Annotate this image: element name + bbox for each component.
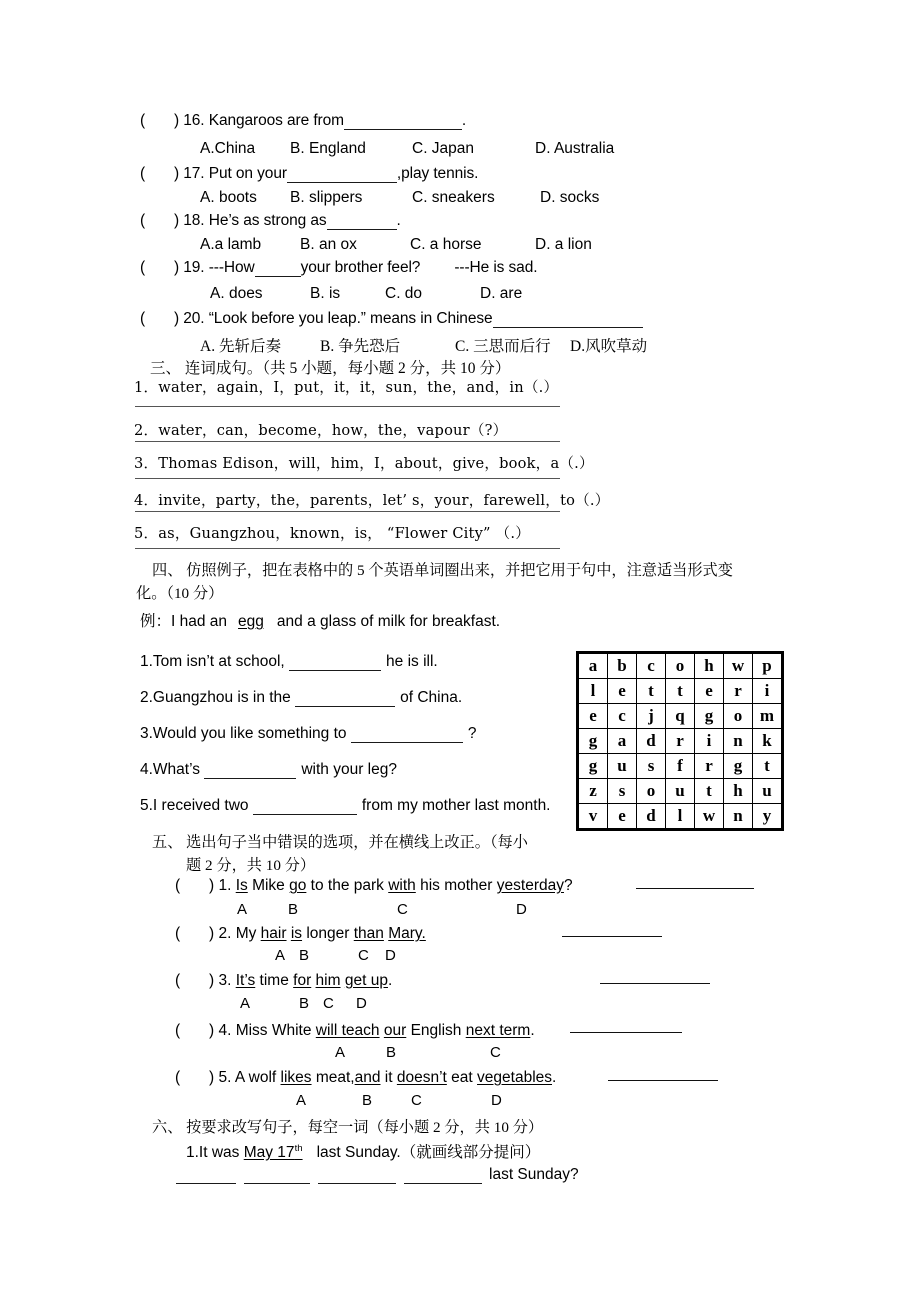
- question-text-after: with your leg?: [301, 761, 397, 778]
- section-four-question: [140, 653, 438, 671]
- underlined-choice[interactable]: him: [315, 972, 341, 989]
- mc-option[interactable]: B. an ox: [300, 236, 357, 253]
- word-grid-cell[interactable]: z: [579, 779, 608, 804]
- underlined-choice[interactable]: next term: [465, 1022, 531, 1039]
- section-six-question-1: [186, 1140, 540, 1162]
- underlined-choice[interactable]: will teach: [315, 1022, 380, 1039]
- question-text-before: 1.Tom isn’t at school,: [140, 653, 290, 670]
- sentence-text: his mother: [415, 877, 497, 894]
- mc-stem-blank[interactable]: [327, 214, 397, 230]
- answer-paren-open[interactable]: (: [140, 165, 146, 182]
- answer-blank-1[interactable]: [176, 1168, 236, 1184]
- mc-option[interactable]: A.a lamb: [200, 236, 262, 253]
- underlined-choice[interactable]: Is: [235, 877, 248, 894]
- mc-stem-blank[interactable]: [255, 261, 301, 277]
- sentence-text: Mike: [247, 877, 290, 894]
- answer-paren-open[interactable]: (: [140, 112, 146, 129]
- word-grid-cell[interactable]: t: [666, 679, 695, 704]
- underlined-choice[interactable]: yesterday: [496, 877, 564, 894]
- q1-underlined-date: May 17th: [243, 1142, 303, 1161]
- word-order-item: 5．as，Guangzhou，known，is， “Flower City” （.）: [134, 525, 530, 542]
- choice-marker: B: [386, 1044, 397, 1061]
- question-text-before: 4.What’s: [140, 761, 205, 778]
- choice-marker: D: [356, 995, 367, 1012]
- word-grid-cell[interactable]: r: [695, 754, 724, 779]
- mc-option[interactable]: A. does: [210, 285, 263, 302]
- question-text-before: 5.I received two: [140, 797, 253, 814]
- mc-option[interactable]: B. 争先恐后: [320, 338, 401, 355]
- mc-option[interactable]: C. 三思而后行: [455, 338, 551, 355]
- mc-stem-after: your brother feel?: [300, 259, 421, 276]
- word-order-item: 2．water，can，become，how，the，vapour（?）: [134, 422, 508, 439]
- answer-paren-close: ) 19.: [174, 259, 209, 276]
- mc-stem-before: ---How: [208, 259, 255, 276]
- section-six-answer-row: [176, 1166, 579, 1184]
- underlined-choice[interactable]: is: [290, 925, 303, 942]
- sentence-text: ?: [563, 877, 573, 894]
- question-text-before: 3.Would you like something to: [140, 725, 351, 742]
- word-grid-row: [579, 704, 782, 729]
- underlined-choice[interactable]: for: [293, 972, 312, 989]
- word-order-item: 4．invite，party，the，parents，let’ s，your，farewell，to（.）: [134, 492, 610, 509]
- sentence-text: English: [406, 1022, 466, 1039]
- underlined-choice[interactable]: go: [289, 877, 307, 894]
- choice-marker: A: [240, 995, 251, 1012]
- sentence-text: longer: [302, 925, 354, 942]
- mc-option[interactable]: A. boots: [200, 189, 257, 206]
- answer-paren-close: ) 18.: [174, 212, 209, 229]
- word-order-answer-rule[interactable]: [135, 548, 560, 549]
- word-grid-cell[interactable]: c: [608, 704, 637, 729]
- sentence-text: .: [387, 972, 393, 989]
- word-grid-cell[interactable]: n: [724, 804, 753, 829]
- mc-option[interactable]: C. sneakers: [412, 189, 495, 206]
- example-text-before: I had an: [171, 613, 228, 630]
- mc-stem-tail: ---He is sad.: [454, 259, 538, 276]
- correction-answer-line[interactable]: [562, 936, 662, 937]
- underlined-choice[interactable]: It’s: [235, 972, 256, 989]
- answer-paren-close: ) 3.: [209, 972, 236, 989]
- underlined-choice[interactable]: doesn’t: [396, 1069, 447, 1086]
- word-grid-cell[interactable]: w: [724, 654, 753, 679]
- answer-paren-open[interactable]: (: [175, 972, 181, 989]
- word-grid-cell[interactable]: t: [753, 754, 782, 779]
- mc-option[interactable]: A.China: [200, 140, 256, 157]
- word-grid-row: [579, 679, 782, 704]
- underlined-choice[interactable]: than: [353, 925, 384, 942]
- answer-blank-4[interactable]: [404, 1168, 482, 1184]
- example-text-after: and a glass of milk for breakfast.: [276, 613, 501, 630]
- word-grid-cell[interactable]: g: [695, 704, 724, 729]
- answer-paren-open[interactable]: (: [175, 1022, 181, 1039]
- answer-paren-open[interactable]: (: [175, 877, 181, 894]
- mc-stem-after: ,play tennis.: [396, 165, 479, 182]
- word-grid-cell[interactable]: c: [637, 654, 666, 679]
- answer-paren-open[interactable]: (: [140, 212, 146, 229]
- word-grid-cell[interactable]: t: [637, 679, 666, 704]
- word-grid-cell[interactable]: e: [579, 704, 608, 729]
- sentence-text: My: [235, 925, 261, 942]
- mc-option[interactable]: C. Japan: [412, 140, 475, 157]
- error-correction-item: [175, 972, 392, 990]
- word-grid-cell[interactable]: l: [666, 804, 695, 829]
- choice-marker: A: [296, 1092, 307, 1109]
- word-grid-cell[interactable]: d: [637, 729, 666, 754]
- choice-marker: B: [288, 901, 299, 918]
- word-grid-cell[interactable]: g: [579, 754, 608, 779]
- question-blank[interactable]: [204, 763, 296, 779]
- word-order-answer-rule[interactable]: [135, 478, 560, 479]
- sentence-text: to the park: [306, 877, 389, 894]
- answer-paren-close: ) 20.: [174, 310, 209, 327]
- word-grid-cell[interactable]: a: [579, 654, 608, 679]
- word-grid-cell[interactable]: s: [608, 779, 637, 804]
- sentence-text: .: [552, 1069, 557, 1086]
- mc-stem-blank[interactable]: [344, 114, 462, 130]
- word-grid-cell[interactable]: t: [695, 779, 724, 804]
- word-grid-cell[interactable]: n: [724, 729, 753, 754]
- choice-marker: A: [237, 901, 248, 918]
- word-grid-cell[interactable]: l: [579, 679, 608, 704]
- answer-paren-close: ) 4.: [209, 1022, 236, 1039]
- question-text-before: 2.Guangzhou is in the: [140, 689, 296, 706]
- word-grid-row: [579, 729, 782, 754]
- word-grid-cell[interactable]: w: [695, 804, 724, 829]
- sentence-text: time: [255, 972, 294, 989]
- section-six-heading: 六、 按要求改写句子，每空一词（每小题 2 分，共 10 分）: [152, 1119, 544, 1136]
- mc-stem-after: .: [461, 112, 467, 129]
- word-grid-cell[interactable]: h: [695, 654, 724, 679]
- mc-option[interactable]: C. a horse: [410, 236, 482, 253]
- word-search-table: [578, 653, 782, 829]
- answer-paren-close: ) 17.: [174, 165, 209, 182]
- mc-stem-blank[interactable]: [493, 312, 643, 328]
- sentence-text: eat: [446, 1069, 478, 1086]
- section-four-question: [140, 797, 551, 815]
- mc-stem-before: Put on your: [208, 165, 287, 182]
- q1-text-after: last Sunday.（就画线部分提问）: [316, 1144, 541, 1161]
- mc-stem-before: “Look before you leap.” means in Chinese: [208, 310, 493, 327]
- answer-blank-3[interactable]: [318, 1168, 396, 1184]
- section-four-heading-line2: 化。（10 分）: [136, 585, 224, 602]
- word-grid-cell[interactable]: r: [666, 729, 695, 754]
- question-blank[interactable]: [289, 655, 381, 671]
- choice-marker: C: [358, 947, 369, 964]
- word-grid-cell[interactable]: q: [666, 704, 695, 729]
- answer-paren-open[interactable]: (: [175, 925, 181, 942]
- question-text-after: from my mother last month.: [361, 797, 551, 814]
- word-grid-cell[interactable]: p: [753, 654, 782, 679]
- sentence-text: A wolf: [234, 1069, 281, 1086]
- word-grid-row: [579, 804, 782, 829]
- underlined-choice[interactable]: Mary.: [388, 925, 426, 942]
- question-blank[interactable]: [253, 799, 357, 815]
- choice-marker: C: [397, 901, 408, 918]
- answer-paren-close: ) 5.: [209, 1069, 235, 1086]
- mc-option[interactable]: D. Australia: [535, 140, 615, 157]
- word-grid-cell[interactable]: m: [753, 704, 782, 729]
- choice-marker: D: [516, 901, 527, 918]
- mc-option[interactable]: D. socks: [540, 189, 600, 206]
- section-five-heading-line2: 题 2 分，共 10 分）: [186, 857, 316, 874]
- choice-marker: C: [323, 995, 334, 1012]
- answer-paren-open[interactable]: (: [175, 1069, 181, 1086]
- word-grid-cell[interactable]: u: [608, 754, 637, 779]
- word-grid-cell[interactable]: g: [724, 754, 753, 779]
- word-order-answer-rule[interactable]: [135, 441, 560, 442]
- underlined-choice[interactable]: hair: [260, 925, 287, 942]
- word-order-answer-rule[interactable]: [135, 406, 560, 407]
- sentence-text: it: [380, 1069, 397, 1086]
- word-grid-cell[interactable]: u: [753, 779, 782, 804]
- choice-marker: B: [299, 995, 310, 1012]
- word-grid-cell[interactable]: e: [695, 679, 724, 704]
- choice-marker: D: [491, 1092, 502, 1109]
- correction-answer-line[interactable]: [600, 983, 710, 984]
- error-correction-item: [175, 925, 426, 943]
- underlined-choice[interactable]: vegetables: [477, 1069, 553, 1086]
- section-three-heading: 三、 连词成句。（共 5 小题，每小题 2 分，共 10 分）: [150, 360, 511, 377]
- word-grid-cell[interactable]: h: [724, 779, 753, 804]
- section-four-example: [140, 609, 500, 631]
- word-grid-cell[interactable]: f: [666, 754, 695, 779]
- mc-option[interactable]: D. are: [480, 285, 523, 302]
- section-four-question: [140, 689, 462, 707]
- mc-question-18: [140, 212, 401, 230]
- mc-option[interactable]: D.风吹草动: [570, 338, 648, 355]
- section-four-question: [140, 725, 476, 743]
- mc-question-16: [140, 112, 466, 130]
- mc-option[interactable]: B. slippers: [290, 189, 363, 206]
- sentence-text: Miss White: [235, 1022, 316, 1039]
- choice-marker: C: [490, 1044, 501, 1061]
- choice-marker: B: [299, 947, 310, 964]
- mc-option[interactable]: D. a lion: [535, 236, 592, 253]
- word-grid-cell[interactable]: e: [608, 679, 637, 704]
- word-grid-cell[interactable]: g: [579, 729, 608, 754]
- answer-paren-open[interactable]: (: [140, 310, 146, 327]
- example-label: 例：: [140, 613, 172, 630]
- word-order-item: 3．Thomas Edison，will，him，I，about，give，book，a（.）: [134, 455, 594, 472]
- mc-stem-before: He’s as strong as: [208, 212, 327, 229]
- choice-marker: B: [362, 1092, 373, 1109]
- question-text-after: ?: [467, 725, 477, 742]
- question-blank[interactable]: [351, 727, 463, 743]
- answer-paren-close: ) 1.: [209, 877, 236, 894]
- word-grid-row: [579, 779, 782, 804]
- underlined-choice[interactable]: with: [388, 877, 416, 894]
- mc-option[interactable]: A. 先斩后奏: [200, 338, 281, 355]
- word-order-item: 1．water，again，I，put，it，it，sun，the，and，in（.）: [134, 379, 559, 396]
- q1-answer-tail: last Sunday?: [489, 1166, 579, 1183]
- q1-text-before: 1.It was: [186, 1144, 244, 1161]
- word-grid-cell[interactable]: b: [608, 654, 637, 679]
- word-grid-cell[interactable]: d: [637, 804, 666, 829]
- word-grid-cell[interactable]: o: [724, 704, 753, 729]
- word-grid-row: [579, 654, 782, 679]
- mc-stem-blank[interactable]: [287, 167, 397, 183]
- error-correction-item: [175, 1022, 535, 1040]
- answer-paren-close: ) 2.: [209, 925, 236, 942]
- mc-option[interactable]: B. is: [310, 285, 341, 302]
- sentence-text: meat,: [311, 1069, 355, 1086]
- section-five-heading-line1: 五、 选出句子当中错误的选项，并在横线上改正。（每小: [152, 834, 528, 851]
- underlined-choice[interactable]: get up: [344, 972, 388, 989]
- correction-answer-line[interactable]: [608, 1080, 718, 1081]
- mc-question-17: [140, 165, 478, 183]
- word-order-answer-rule[interactable]: [135, 511, 560, 512]
- error-correction-item: [175, 877, 573, 895]
- word-grid-row: [579, 754, 782, 779]
- mc-option[interactable]: B. England: [290, 140, 366, 157]
- mc-stem-before: Kangaroos are from: [208, 112, 344, 129]
- section-four-question: [140, 761, 397, 779]
- word-grid-cell[interactable]: e: [608, 804, 637, 829]
- word-grid-cell[interactable]: r: [724, 679, 753, 704]
- word-grid-cell[interactable]: y: [753, 804, 782, 829]
- word-grid-cell[interactable]: u: [666, 779, 695, 804]
- choice-marker: D: [385, 947, 396, 964]
- error-correction-item: [175, 1069, 556, 1087]
- underlined-choice[interactable]: and: [354, 1069, 381, 1086]
- correction-answer-line[interactable]: [570, 1032, 682, 1033]
- question-blank[interactable]: [295, 691, 395, 707]
- question-text-after: of China.: [400, 689, 463, 706]
- answer-blank-2[interactable]: [244, 1168, 310, 1184]
- choice-marker: A: [275, 947, 286, 964]
- word-grid-cell[interactable]: j: [637, 704, 666, 729]
- choice-marker: A: [335, 1044, 346, 1061]
- word-grid-cell[interactable]: v: [579, 804, 608, 829]
- mc-option[interactable]: C. do: [385, 285, 423, 302]
- word-grid-cell[interactable]: a: [608, 729, 637, 754]
- word-search-grid[interactable]: [576, 651, 784, 831]
- answer-paren-close: ) 16.: [174, 112, 209, 129]
- example-answer: egg: [238, 613, 264, 630]
- word-grid-cell[interactable]: i: [753, 679, 782, 704]
- mc-stem-after: .: [396, 212, 401, 229]
- answer-paren-open[interactable]: (: [140, 259, 146, 276]
- word-grid-cell[interactable]: o: [637, 779, 666, 804]
- sentence-text: .: [530, 1022, 535, 1039]
- underlined-choice[interactable]: our: [383, 1022, 407, 1039]
- word-grid-cell[interactable]: i: [695, 729, 724, 754]
- mc-question-19: [140, 259, 537, 277]
- word-grid-cell[interactable]: s: [637, 754, 666, 779]
- section-four-heading-line1: 四、 仿照例子，把在表格中的 5 个英语单词圈出来，并把它用于句中，注意适当形式变: [152, 562, 733, 579]
- word-grid-cell[interactable]: k: [753, 729, 782, 754]
- correction-answer-line[interactable]: [636, 888, 754, 889]
- mc-question-20: [140, 310, 643, 328]
- choice-marker: C: [411, 1092, 422, 1109]
- underlined-choice[interactable]: likes: [280, 1069, 312, 1086]
- question-text-after: he is ill.: [386, 653, 438, 670]
- ordinal-suffix: th: [294, 1142, 303, 1154]
- word-grid-cell[interactable]: o: [666, 654, 695, 679]
